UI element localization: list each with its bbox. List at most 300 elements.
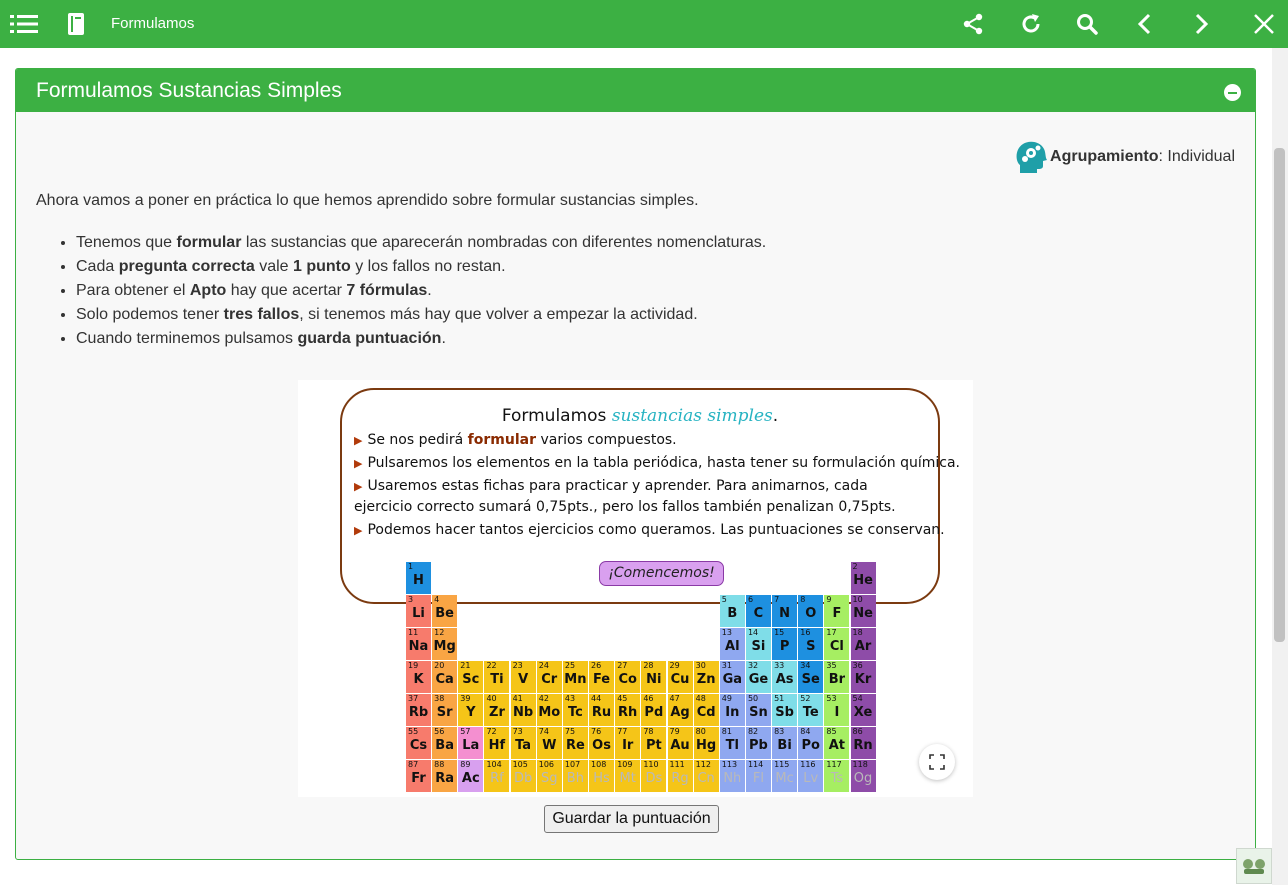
- element-ru[interactable]: [589, 694, 614, 726]
- element-y[interactable]: [458, 694, 483, 726]
- top-bar: [0, 0, 1288, 48]
- list-item: • Para obtener el Apto hay que acertar 7 fórmulas.: [76, 279, 766, 303]
- element-os[interactable]: [589, 727, 614, 759]
- element-number: 22: [486, 661, 497, 670]
- element-zn[interactable]: [694, 661, 719, 693]
- element-ar[interactable]: [851, 628, 876, 660]
- element-v[interactable]: [511, 661, 536, 693]
- element-ra[interactable]: [432, 760, 457, 792]
- list-item: • Solo podemos tener tres fallos, si tenemos más hay que volver a empezar la actividad.: [76, 303, 766, 327]
- element-number: 19: [408, 661, 419, 670]
- element-number: 105: [512, 760, 528, 769]
- element-symbol: Xe: [853, 705, 873, 720]
- element-number: 89: [460, 760, 471, 769]
- element-number: 50: [747, 694, 759, 703]
- card-title: Formulamos Sustancias Simples: [36, 79, 342, 102]
- instruction-line: ▶ Usaremos estas fichas para practicar y aprender. Para animarnos, cada: [354, 478, 868, 494]
- chevron-left-icon[interactable]: [1131, 10, 1159, 38]
- element-number: 88: [434, 760, 445, 769]
- search-icon[interactable]: [1073, 10, 1101, 38]
- chevron-right-icon[interactable]: [1187, 10, 1215, 38]
- element-nh[interactable]: [720, 760, 745, 792]
- element-symbol: Kr: [854, 672, 872, 687]
- element-symbol: S: [806, 639, 816, 654]
- element-number: 112: [695, 760, 711, 769]
- element-symbol: Fl: [752, 771, 764, 786]
- element-au[interactable]: [668, 727, 693, 759]
- element-number: 48: [695, 694, 706, 703]
- arrow-icon: ▶: [354, 434, 363, 447]
- element-og[interactable]: [851, 760, 876, 792]
- element-symbol: Co: [618, 672, 637, 687]
- element-number: 45: [617, 694, 628, 703]
- element-symbol: Ru: [591, 705, 612, 720]
- element-symbol: Bi: [777, 738, 792, 753]
- element-cs[interactable]: [406, 727, 431, 759]
- element-number: 85: [826, 727, 837, 736]
- element-cu[interactable]: [668, 661, 693, 693]
- element-symbol: Og: [853, 771, 873, 786]
- element-symbol: F: [832, 606, 842, 621]
- element-b[interactable]: [720, 595, 745, 627]
- list-item: • Cuando terminemos pulsamos guarda puntuación.: [76, 327, 766, 351]
- element-nb[interactable]: [511, 694, 536, 726]
- element-number: 81: [721, 727, 732, 736]
- element-se[interactable]: [798, 661, 823, 693]
- element-number: 56: [434, 727, 445, 736]
- periodic-table-applet[interactable]: [298, 380, 973, 797]
- element-symbol: B: [727, 606, 738, 621]
- element-symbol: Ca: [435, 672, 454, 687]
- element-at[interactable]: [824, 727, 849, 759]
- element-symbol: V: [518, 672, 529, 687]
- element-symbol: Au: [670, 738, 690, 753]
- element-cl[interactable]: [824, 628, 849, 660]
- element-symbol: Si: [751, 639, 766, 654]
- element-number: 37: [408, 694, 419, 703]
- element-cr[interactable]: [537, 661, 562, 693]
- element-fe[interactable]: [589, 661, 614, 693]
- element-symbol: Ne: [853, 606, 873, 621]
- element-n[interactable]: [772, 595, 797, 627]
- element-sc[interactable]: [458, 661, 483, 693]
- element-symbol: Cs: [409, 738, 428, 753]
- element-number: 27: [617, 661, 628, 670]
- share-icon[interactable]: [959, 10, 987, 38]
- collapse-button[interactable]: [1224, 84, 1241, 101]
- element-number: 26: [591, 661, 602, 670]
- element-symbol: Ts: [830, 771, 844, 786]
- element-symbol: W: [542, 738, 557, 753]
- element-symbol: Se: [801, 672, 820, 687]
- element-symbol: Ge: [748, 672, 769, 687]
- element-symbol: As: [775, 672, 794, 687]
- grouping-info: [1014, 139, 1235, 175]
- intro-text: Ahora vamos a poner en práctica lo que hemos aprendido sobre formular sustancias simples.: [36, 192, 699, 209]
- book-icon[interactable]: [62, 10, 90, 38]
- element-symbol: O: [805, 606, 817, 621]
- element-symbol: K: [413, 672, 424, 687]
- element-li[interactable]: [406, 595, 431, 627]
- arrow-icon: ▶: [354, 457, 363, 470]
- element-ca[interactable]: [432, 661, 457, 693]
- element-rb[interactable]: [406, 694, 431, 726]
- element-symbol: Mg: [433, 639, 456, 654]
- activity-card: [15, 68, 1256, 860]
- element-as[interactable]: [772, 661, 797, 693]
- element-number: 78: [643, 727, 654, 736]
- element-number: 110: [643, 760, 659, 769]
- element-number: 14: [747, 628, 759, 637]
- element-tc[interactable]: [563, 694, 588, 726]
- element-number: 82: [747, 727, 759, 736]
- element-mo[interactable]: [537, 694, 562, 726]
- element-symbol: Lv: [803, 771, 819, 786]
- element-number: 53: [826, 694, 837, 703]
- element-br[interactable]: [824, 661, 849, 693]
- element-symbol: Rh: [618, 705, 638, 720]
- element-number: 30: [695, 661, 706, 670]
- element-po[interactable]: [798, 727, 823, 759]
- element-fl[interactable]: [746, 760, 771, 792]
- element-symbol: Zn: [696, 672, 716, 687]
- element-symbol: Sg: [540, 771, 558, 786]
- element-ge[interactable]: [746, 661, 771, 693]
- element-number: 8: [800, 595, 806, 604]
- element-xe[interactable]: [851, 694, 876, 726]
- element-al[interactable]: [720, 628, 745, 660]
- arrow-icon: ▶: [354, 480, 363, 493]
- element-ga[interactable]: [720, 661, 745, 693]
- element-pt[interactable]: [641, 727, 666, 759]
- instruction-line: ▶ Se nos pedirá formular varios compuestos.: [354, 432, 677, 448]
- element-number: 57: [460, 727, 471, 736]
- element-number: 24: [538, 661, 549, 670]
- element-symbol: Mo: [538, 705, 561, 720]
- element-rf[interactable]: [484, 760, 509, 792]
- element-ba[interactable]: [432, 727, 457, 759]
- applet-title: Formulamos sustancias simples.: [501, 406, 779, 426]
- card-header: [16, 69, 1255, 112]
- element-db[interactable]: [511, 760, 536, 792]
- element-symbol: Cn: [697, 771, 715, 786]
- element-symbol: Ra: [435, 771, 455, 786]
- widget-icon[interactable]: [1236, 848, 1272, 884]
- element-ds[interactable]: [641, 760, 666, 792]
- list-item: • Cada pregunta correcta vale 1 punto y los fallos no restan.: [76, 255, 766, 279]
- element-number: 10: [852, 595, 863, 604]
- element-symbol: N: [779, 606, 791, 621]
- element-number: 72: [486, 727, 497, 736]
- element-symbol: Sb: [775, 705, 794, 720]
- element-number: 9: [826, 595, 832, 604]
- element-number: 39: [460, 694, 471, 703]
- element-w[interactable]: [537, 727, 562, 759]
- element-symbol: Ar: [854, 639, 872, 654]
- element-hf[interactable]: [484, 727, 509, 759]
- element-number: 36: [852, 661, 863, 670]
- element-he[interactable]: [851, 562, 876, 594]
- element-symbol: P: [779, 639, 790, 654]
- element-symbol: Al: [725, 639, 740, 654]
- element-symbol: Rf: [490, 771, 504, 786]
- element-cd[interactable]: [694, 694, 719, 726]
- element-symbol: Sn: [749, 705, 768, 720]
- element-number: 25: [564, 661, 576, 670]
- element-ni[interactable]: [641, 661, 666, 693]
- arrow-icon: ▶: [354, 524, 363, 537]
- element-number: 28: [643, 661, 654, 670]
- element-ac[interactable]: [458, 760, 483, 792]
- close-icon[interactable]: [1250, 10, 1278, 38]
- element-symbol: Hs: [593, 771, 610, 786]
- element-symbol: Ag: [670, 705, 690, 720]
- scrollbar-thumb[interactable]: [1274, 148, 1285, 642]
- element-number: 15: [774, 628, 785, 637]
- element-symbol: Po: [801, 738, 820, 753]
- element-symbol: Db: [513, 771, 533, 786]
- element-pb[interactable]: [746, 727, 771, 759]
- element-number: 42: [538, 694, 549, 703]
- element-ts[interactable]: [824, 760, 849, 792]
- element-symbol: Ac: [461, 771, 480, 786]
- element-ta[interactable]: [511, 727, 536, 759]
- element-number: 44: [591, 694, 602, 703]
- element-o[interactable]: [798, 595, 823, 627]
- element-number: 51: [774, 694, 785, 703]
- element-co[interactable]: [615, 661, 640, 693]
- element-c[interactable]: [746, 595, 771, 627]
- element-te[interactable]: [798, 694, 823, 726]
- element-number: 34: [800, 661, 811, 670]
- element-symbol: H: [413, 573, 424, 588]
- element-ti[interactable]: [484, 661, 509, 693]
- element-number: 32: [747, 661, 759, 670]
- element-lv[interactable]: [798, 760, 823, 792]
- element-number: 31: [721, 661, 732, 670]
- element-number: 113: [721, 760, 738, 769]
- element-p[interactable]: [772, 628, 797, 660]
- element-bh[interactable]: [563, 760, 588, 792]
- element-number: 33: [774, 661, 785, 670]
- element-symbol: Cd: [696, 705, 716, 720]
- element-number: 18: [852, 628, 863, 637]
- grouping-value: : Individual: [1158, 148, 1235, 165]
- element-h[interactable]: [406, 562, 431, 594]
- element-symbol: Ni: [646, 672, 662, 687]
- element-number: 84: [800, 727, 811, 736]
- element-symbol: Fr: [411, 771, 426, 786]
- element-number: 13: [721, 628, 732, 637]
- element-number: 86: [852, 727, 863, 736]
- element-number: 83: [774, 727, 785, 736]
- element-symbol: Cu: [670, 672, 690, 687]
- element-number: 111: [669, 760, 685, 769]
- element-na[interactable]: [406, 628, 431, 660]
- element-symbol: Nh: [723, 771, 742, 786]
- element-number: 1: [408, 562, 414, 571]
- rules-list: [76, 231, 766, 351]
- element-symbol: Ta: [515, 738, 532, 753]
- element-number: 76: [591, 727, 602, 736]
- element-number: 35: [826, 661, 837, 670]
- element-sn[interactable]: [746, 694, 771, 726]
- element-number: 46: [643, 694, 654, 703]
- element-hg[interactable]: [694, 727, 719, 759]
- element-symbol: In: [725, 705, 740, 720]
- element-in[interactable]: [720, 694, 745, 726]
- element-symbol: He: [853, 573, 873, 588]
- start-button[interactable]: ¡Comencemos!: [599, 561, 724, 586]
- element-number: 2: [852, 562, 858, 571]
- element-symbol: Be: [435, 606, 454, 621]
- element-number: 21: [460, 661, 471, 670]
- element-symbol: Ba: [435, 738, 454, 753]
- element-symbol: Os: [592, 738, 611, 753]
- element-number: 4: [434, 595, 440, 604]
- element-number: 75: [564, 727, 576, 736]
- element-re[interactable]: [563, 727, 588, 759]
- element-number: 77: [617, 727, 628, 736]
- element-number: 79: [669, 727, 680, 736]
- element-number: 3: [408, 595, 414, 604]
- element-number: 73: [512, 727, 523, 736]
- element-ag[interactable]: [668, 694, 693, 726]
- element-symbol: Bh: [566, 771, 584, 786]
- element-symbol: Ga: [722, 672, 743, 687]
- element-number: 17: [826, 628, 837, 637]
- element-rh[interactable]: [615, 694, 640, 726]
- element-number: 117: [826, 760, 842, 769]
- element-number: 116: [800, 760, 816, 769]
- element-number: 74: [538, 727, 549, 736]
- element-mt[interactable]: [615, 760, 640, 792]
- element-pd[interactable]: [641, 694, 666, 726]
- element-symbol: Mc: [775, 771, 794, 786]
- element-number: 7: [774, 595, 780, 604]
- element-sg[interactable]: [537, 760, 562, 792]
- element-number: 55: [408, 727, 419, 736]
- fullscreen-button[interactable]: [919, 744, 955, 780]
- element-sb[interactable]: [772, 694, 797, 726]
- element-number: 6: [747, 595, 754, 604]
- element-hs[interactable]: [589, 760, 614, 792]
- element-symbol: Br: [828, 672, 846, 687]
- element-rg[interactable]: [668, 760, 693, 792]
- element-number: 115: [774, 760, 790, 769]
- element-number: 38: [434, 694, 445, 703]
- element-number: 43: [564, 694, 576, 703]
- element-number: 11: [408, 628, 419, 637]
- element-number: 107: [564, 760, 581, 769]
- element-rn[interactable]: [851, 727, 876, 759]
- instruction-line: ejercicio correcto sumará 0,75pts., pero los fallos también penalizan 0,75pts.: [354, 499, 896, 515]
- element-symbol: Mt: [619, 771, 636, 786]
- instruction-line: ▶ Podemos hacer tantos ejercicios como queramos. Las puntuaciones se conservan.: [354, 522, 945, 538]
- element-symbol: Y: [466, 705, 476, 720]
- element-symbol: Pt: [645, 738, 662, 753]
- element-symbol: Mn: [564, 672, 587, 687]
- element-symbol: Nb: [513, 705, 534, 720]
- save-score-button[interactable]: Guardar la puntuación: [544, 805, 719, 833]
- element-symbol: Rn: [853, 738, 873, 753]
- element-symbol: Pd: [644, 705, 664, 720]
- element-symbol: C: [753, 606, 764, 621]
- element-sr[interactable]: [432, 694, 457, 726]
- element-symbol: Hg: [696, 738, 717, 753]
- element-number: 41: [512, 694, 523, 703]
- element-mc[interactable]: [772, 760, 797, 792]
- element-symbol: Sr: [436, 705, 453, 720]
- menu-list-icon[interactable]: [10, 10, 38, 38]
- element-mn[interactable]: [563, 661, 588, 693]
- element-ir[interactable]: [615, 727, 640, 759]
- element-symbol: Tc: [567, 705, 583, 720]
- instruction-line: ▶ Pulsaremos los elementos en la tabla periódica, hasta tener su formulación química.: [354, 455, 960, 471]
- element-symbol: Na: [408, 639, 429, 654]
- grouping-label: Agrupamiento: [1050, 148, 1159, 165]
- element-symbol: Ti: [490, 672, 504, 687]
- element-symbol: Tl: [725, 738, 739, 753]
- element-fr[interactable]: [406, 760, 431, 792]
- element-number: 80: [695, 727, 706, 736]
- element-number: 49: [721, 694, 732, 703]
- element-cn[interactable]: [694, 760, 719, 792]
- element-number: 104: [486, 760, 502, 769]
- element-symbol: Cl: [829, 639, 844, 654]
- element-s[interactable]: [798, 628, 823, 660]
- element-symbol: Cr: [541, 672, 558, 687]
- element-f[interactable]: [824, 595, 849, 627]
- element-symbol: Zr: [489, 705, 505, 720]
- element-number: 29: [669, 661, 680, 670]
- element-ne[interactable]: [851, 595, 876, 627]
- element-symbol: Fe: [592, 672, 611, 687]
- element-symbol: Sc: [462, 672, 480, 687]
- element-mg[interactable]: [432, 628, 457, 660]
- element-number: 5: [721, 595, 727, 604]
- element-symbol: Hf: [488, 738, 506, 753]
- element-number: 47: [669, 694, 680, 703]
- element-number: 109: [617, 760, 633, 769]
- head-gears-icon: [1014, 139, 1048, 175]
- element-zr[interactable]: [484, 694, 509, 726]
- element-number: 20: [434, 661, 445, 670]
- element-symbol: Rg: [671, 771, 689, 786]
- element-kr[interactable]: [851, 661, 876, 693]
- element-number: 106: [538, 760, 555, 769]
- element-la[interactable]: [458, 727, 483, 759]
- element-be[interactable]: [432, 595, 457, 627]
- element-tl[interactable]: [720, 727, 745, 759]
- element-symbol: Rb: [408, 705, 429, 720]
- fullscreen-icon: [929, 754, 945, 770]
- element-i[interactable]: [824, 694, 849, 726]
- element-si[interactable]: [746, 628, 771, 660]
- element-symbol: At: [828, 738, 846, 753]
- element-symbol: Te: [802, 705, 819, 720]
- refresh-icon[interactable]: [1017, 10, 1045, 38]
- element-number: 114: [747, 760, 764, 769]
- element-number: 40: [486, 694, 497, 703]
- list-item: • Tenemos que formular las sustancias que aparecerán nombradas con diferentes nomenclaturas.: [76, 231, 766, 255]
- element-number: 12: [434, 628, 445, 637]
- element-symbol: I: [834, 705, 840, 720]
- element-number: 54: [852, 694, 863, 703]
- element-bi[interactable]: [772, 727, 797, 759]
- element-number: 16: [800, 628, 811, 637]
- element-k[interactable]: [406, 661, 431, 693]
